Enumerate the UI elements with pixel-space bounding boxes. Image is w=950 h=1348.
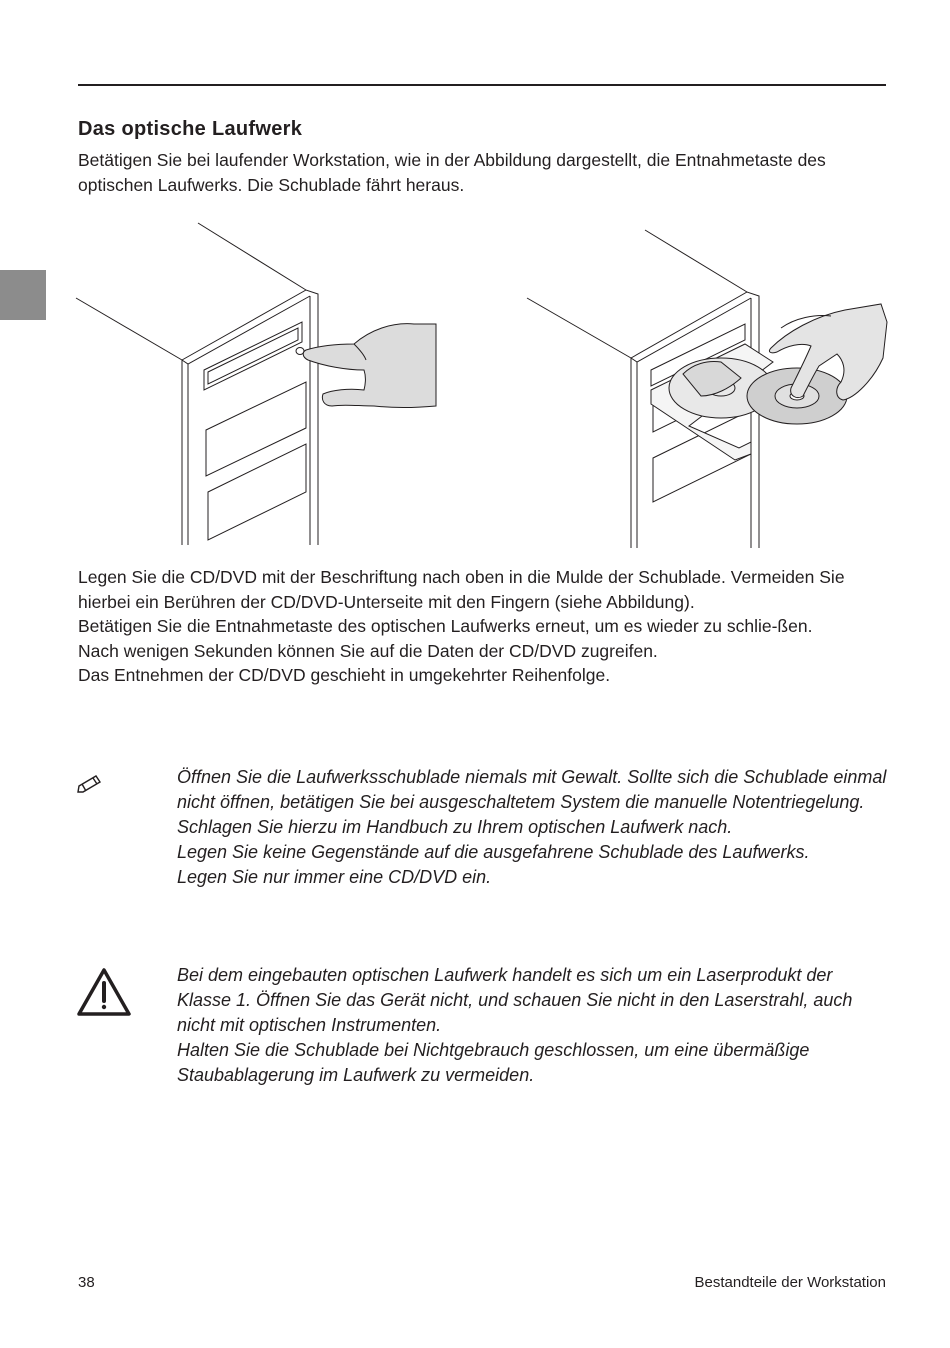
chapter-tab bbox=[0, 270, 46, 320]
intro-text: Betätigen Sie bei laufender Workstation, wie in der Abbildung dargestellt, die Entnahmetaste des optischen Laufwerks. Die Schublade fährt heraus. bbox=[78, 150, 826, 195]
top-rule bbox=[78, 84, 886, 86]
eject-button-illustration bbox=[74, 220, 444, 550]
body-paragraph: Nach wenigen Sekunden können Sie auf die Daten der CD/DVD zugreifen. bbox=[78, 640, 658, 661]
warning-triangle-icon bbox=[76, 966, 132, 1018]
body-paragraph: Betätigen Sie die Entnahmetaste des optischen Laufwerks erneut, um es wieder zu schlie-ßen. bbox=[78, 616, 813, 636]
pencil-icon bbox=[76, 770, 106, 794]
warning-line: Bei dem eingebauten optischen Laufwerk handelt es sich um ein Laserprodukt der Klasse 1. Öffnen Sie das Gerät nicht, und schauen Sie nicht in den Laserstrahl, auch nicht mit optischen Instrumenten. bbox=[177, 965, 853, 1035]
intro-paragraph bbox=[78, 148, 888, 197]
note-line: Legen Sie nur immer eine CD/DVD ein. bbox=[177, 867, 492, 887]
page-number: 38 bbox=[78, 1274, 95, 1291]
warning-line: Halten Sie die Schublade bei Nichtgebrauch geschlossen, um eine übermäßige Staubablagerung im Laufwerk zu vermeiden. bbox=[177, 1040, 810, 1085]
note-block bbox=[177, 765, 889, 890]
body-paragraph: Legen Sie die CD/DVD mit der Beschriftung nach oben in die Mulde der Schublade. Vermeiden Sie hierbei ein Berühren der CD/DVD-Unterseite mit den Fingern (siehe Abbildung). bbox=[78, 567, 845, 612]
note-line: Öffnen Sie die Laufwerksschublade niemals mit Gewalt. Sollte sich die Schublade einmal nicht öffnen, betätigen Sie bei ausgeschaltetem System die manuelle Notentriegelung. Schlagen Sie hierzu im Handbuch zu Ihrem optischen Laufwerk nach. bbox=[177, 767, 887, 837]
section-heading: Das optische Laufwerk bbox=[78, 118, 303, 140]
body-paragraph: Das Entnehmen der CD/DVD geschieht in umgekehrter Reihenfolge. bbox=[78, 665, 611, 685]
insert-disc-illustration bbox=[525, 228, 895, 548]
footer-title: Bestandteile der Workstation bbox=[694, 1274, 886, 1291]
note-line: Legen Sie keine Gegenstände auf die ausgefahrene Schublade des Laufwerks. bbox=[177, 842, 810, 862]
warning-block bbox=[177, 963, 889, 1088]
body-paragraphs bbox=[78, 565, 888, 688]
